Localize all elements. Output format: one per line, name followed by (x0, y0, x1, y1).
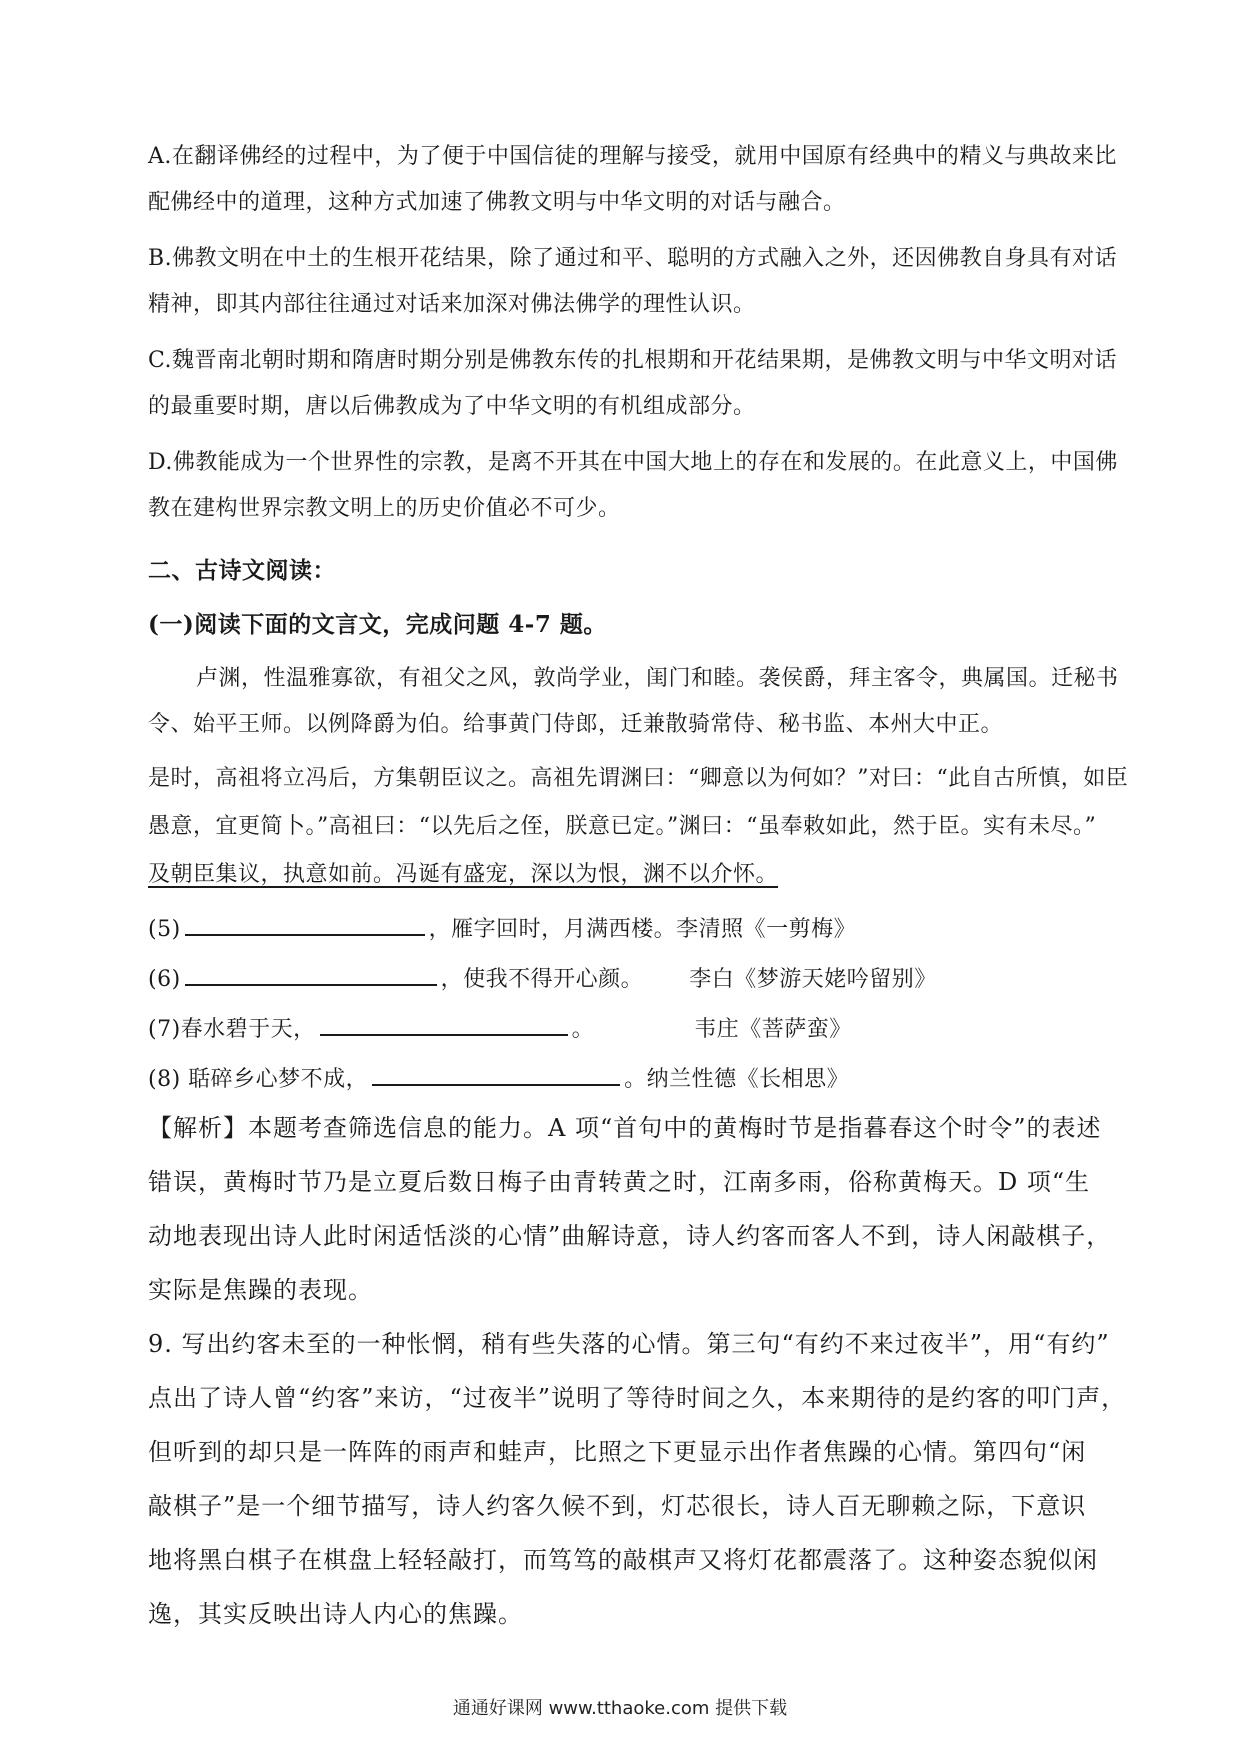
question-5-number: (5) (148, 917, 181, 942)
question-5-text: ，雁字回时，月满西楼。李清照《一剪梅》 (428, 917, 857, 942)
option-d-line-1: D.佛教能成为一个世界性的宗教，是离不开其在中国大地上的存在和发展的。在此意义上，中国佛 (148, 450, 1118, 475)
analysis-line-1: 【解析】本题考查筛选信息的能力。A 项“首句中的黄梅时节是指暮春这个时令”的表述 (148, 1114, 1102, 1142)
question-7-lead: (7)春水碧于天， (148, 1017, 316, 1042)
question-7-end: 。 (571, 1017, 595, 1042)
answer-9-line-3: 但听到的却只是一阵阵的雨声和蛙声，比照之下更显示出作者焦躁的心情。第四句“闲 (148, 1438, 1087, 1466)
answer-9-line-2: 点出了诗人曾“约客”来访，“过夜半”说明了等待时间之久，本来期待的是约客的叩门声， (148, 1384, 1127, 1412)
question-6 (148, 964, 1098, 995)
analysis-line-2: 错误，黄梅时节乃是立夏后数日梅子由青转黄之时，江南多雨，俗称黄梅天。D 项“生 (148, 1168, 1091, 1196)
question-8-end: 。纳兰性德《长相思》 (624, 1067, 850, 1092)
option-b-line-1: B.佛教文明在中土的生根开花结果，除了通过和平、聪明的方式融入之外，还因佛教自身具有对话 (148, 246, 1118, 271)
analysis-line-3: 动地表现出诗人此时闲适恬淡的心情”曲解诗意，诗人约客而客人不到，诗人闲敲棋子， (148, 1222, 1112, 1250)
question-8-lead: (8) 聒碎乡心梦不成， (148, 1067, 369, 1092)
analysis-line-4: 实际是焦躁的表现。 (148, 1276, 373, 1304)
question-6-number: (6) (148, 967, 181, 992)
option-a-line-1: A.在翻译佛经的过程中，为了便于中国信徒的理解与接受，就用中国原有经典中的精义与典故来比 (148, 144, 1117, 169)
question-5 (148, 914, 1098, 945)
answer-blank-6[interactable] (185, 964, 437, 986)
section-title: 二、古诗文阅读： (148, 557, 336, 584)
answer-9-line-5: 地将黑白棋子在棋盘上轻轻敲打，而笃笃的敲棋声又将灯花都震落了。这种姿态貌似闲 (148, 1546, 1098, 1574)
option-c-line-1: C.魏晋南北朝时期和隋唐时期分别是佛教东传的扎根期和开花结果期，是佛教文明与中华文明对话 (148, 348, 1118, 373)
answer-9-line-6: 逸，其实反映出诗人内心的焦躁。 (148, 1600, 523, 1628)
question-6-source: 李白《梦游天姥吟留别》 (689, 967, 937, 992)
passage-line-3: 是时，高祖将立冯后，方集朝臣议之。高祖先谓渊曰：“卿意以为何如？”对曰：“此自古所慎，如臣 (148, 766, 1129, 791)
passage-line-2: 令、始平王师。以例降爵为伯。给事黄门侍郎，迁兼散骑常侍、秘书监、本州大中正。 (148, 712, 1004, 737)
question-8 (148, 1064, 1098, 1095)
option-c-line-2: 的最重要时期，唐以后佛教成为了中华文明的有机组成部分。 (148, 394, 756, 419)
passage-line-1: 卢渊，性温雅寡欲，有祖父之风，敦尚学业，闺门和睦。袭侯爵，拜主客令，典属国。迁秘书 (196, 666, 1119, 691)
question-7-source: 韦庄《菩萨蛮》 (694, 1017, 852, 1042)
section-subtitle: (一)阅读下面的文言文，完成问题 4-7 题。 (148, 611, 607, 638)
passage-line-5-underlined: 及朝臣集议，执意如前。冯诞有盛宠，深以为恨，渊不以介怀。 (148, 862, 779, 887)
answer-blank-5[interactable] (185, 914, 425, 936)
answer-blank-7[interactable] (320, 1014, 568, 1036)
question-7 (148, 1014, 1098, 1045)
option-b-line-2: 精神，即其内部往往通过对话来加深对佛法佛学的理性认识。 (148, 292, 756, 317)
option-d-line-2: 教在建构世界宗教文明上的历史价值必不可少。 (148, 496, 621, 521)
option-a-line-2: 配佛经中的道理，这种方式加速了佛教文明与中华文明的对话与融合。 (148, 190, 846, 215)
answer-9-line-1: 9. 写出约客未至的一种怅惘，稍有些失落的心情。第三句“有约不来过夜半”，用“有约” (148, 1330, 1110, 1358)
answer-blank-8[interactable] (372, 1064, 620, 1086)
passage-line-4: 愚意，宜更简卜。”高祖曰：“以先后之侄，朕意已定。”渊曰：“虽奉敕如此，然于臣。实有未尽。” (148, 814, 1097, 839)
page-footer: 通通好课网 www.tthaoke.com 提供下载 (452, 1698, 788, 1719)
question-6-text: ，使我不得开心颜。 (440, 967, 644, 992)
answer-9-line-4: 敲棋子”是一个细节描写，诗人约客久候不到，灯芯很长，诗人百无聊赖之际，下意识 (148, 1492, 1087, 1520)
